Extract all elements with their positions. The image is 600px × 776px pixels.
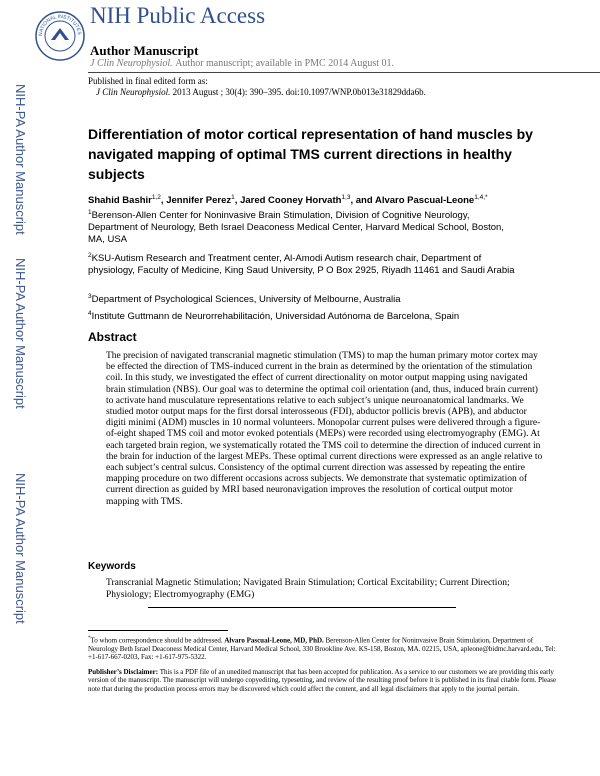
citation [96, 87, 426, 97]
affiliation-text: Institute Guttmann de Neurorrehabilitación, Universidad Autónoma de Barcelona, Spain [91, 311, 460, 323]
disclaimer-text: This is a PDF file of an unedited manuscript that has been accepted for publication. As a service to our customers we are providing this early version of the manuscript. The manuscript will undergo copyediting, typesetting, and review of the resulting proof before it is published in its final citable form. Please note that during the production process errors may be discovered which could affect the content, and all legal disclaimers that apply to the journal pertain. [88, 668, 557, 693]
section-divider [148, 607, 456, 608]
keywords-heading: Keywords [88, 561, 136, 572]
abstract-body: The precision of navigated transcranial magnetic stimulation (TMS) to map the human primary motor cortex may be effected the direction of TMS-induced current in the brain as determined by the orientation of the stimulation coil. In this study, we investigated the effect of current directionality on motor output mapping using navigated brain stimulation (NBS). Our goal was to determine the optimal coil orientation (and, thus, induced brain current) to activate hand musculature representations relative to each subject’s unique neuroanatomical landmarks. We studied motor output maps for the first dorsal interosseous (FDI), abductor pollicis brevis (APB), and abductor digiti minimi (ADM) muscles in 10 normal volunteers. Monopolar current pulses were delivered through a figure-of-eight shaped TMS coil and motor evoked potentials (MEPs) were recorded using electromyography (EMG). At each targeted brain region, we systematically rotated the TMS coil to determine the direction of induced current in the brain for induction of the largest MEPs. These optimal current directions were expressed as an angle relative to each subject’s central sulcus. Consistency of the optimal current direction was assessed by repeating the entire mapping procedure on two different occasions across subjects. We demonstrate that systematic optimization of current direction as guided by MRI based neuronavigation improves the resolution of cortical output motor mapping with TMS. [106, 351, 543, 507]
correspondence-name: Alvaro Pascual-Leone, MD, PhD. [224, 636, 324, 645]
publisher-disclaimer [88, 668, 558, 693]
affiliation [88, 308, 518, 323]
header-subtitle: Author Manuscript [90, 43, 199, 58]
disclaimer-label: Publisher’s Disclaimer: [88, 668, 159, 676]
affiliation [88, 291, 518, 306]
affiliation [88, 207, 518, 246]
affiliation-text: Department of Psychological Sciences, University of Melbourne, Australia [91, 294, 401, 306]
citation-journal: J Clin Neurophysiol. [96, 87, 171, 97]
author-name: Jennifer Perez [166, 195, 232, 207]
affiliation-number: 4 [88, 310, 92, 317]
keywords-list: Transcranial Magnetic Stimulation; Navigated Brain Stimulation; Cortical Excitability; Current Direction; Physiology; Electromyography (EMG) [106, 578, 510, 600]
header-journal-abbrev: J Clin Neurophysiol. [90, 58, 173, 69]
sidebar-label: NIH-PA Author Manuscript [13, 258, 28, 409]
logo-text: NATIONAL INSTITUTES [37, 13, 83, 37]
author-name: Jared Cooney Horvath [240, 195, 342, 207]
correspondence-prefix: To whom correspondence should be addressed. [90, 636, 223, 645]
affiliation-text: KSU-Autism Research and Treatment center, Al-Amodi Autism research chair, Department of physiology, Faculty of Medicine, King Saud University, P O Box 2925, Riyadh 11461 and Saudi Arabia [88, 253, 515, 277]
sidebar-label: NIH-PA Author Manuscript [13, 84, 28, 235]
citation-details: 2013 August ; 30(4): 390–395. doi:10.1097/WNP.0b013e31829dda6b. [172, 87, 426, 97]
affiliation [88, 250, 518, 277]
author-affiliation-ref: 1,4,* [474, 194, 488, 201]
correspondence-footnote [88, 635, 558, 662]
sidebar-label: NIH-PA Author Manuscript [13, 473, 28, 624]
published-note: Published in final edited form as: [88, 76, 208, 86]
header-availability: Author manuscript; available in PMC 2014 August 01. [175, 58, 395, 69]
author-affiliation-ref: 1,3 [341, 194, 351, 201]
header-divider [88, 72, 600, 73]
correspondence-details: Berenson-Allen Center for Noninvasive Brain Stimulation, Department of Neurology Beth Israel Deaconess Medical Center, Harvard Medical School, 330 Brookline Ave. KS-158, Boston, MA. 02215, USA, apleone@bidmc.harvard.edu, Tel: +1-617-667-0203, Fax: +1-617-975-5322. [88, 636, 556, 662]
article-title: Differentiation of motor cortical representation of hand muscles by navigated mapping of optimal TMS current directions in healthy subjects [88, 126, 533, 182]
affiliation-number: 2 [88, 252, 92, 259]
abstract-heading: Abstract [88, 330, 137, 344]
affiliation-number: 3 [88, 293, 92, 300]
footnote-mark: * [88, 636, 91, 641]
affiliation-text: Berenson-Allen Center for Noninvasive Brain Stimulation, Division of Cognitive Neurology, Department of Neurology, Beth Israel Deaconess Medical Center, Harvard Medical School, Boston, MA, USA [88, 210, 504, 246]
footnote-divider [88, 630, 228, 631]
author-name: Shahid Bashir [88, 195, 152, 207]
author-separator: , and [350, 195, 375, 207]
author-separator: , [160, 195, 167, 207]
nih-logo [35, 4, 85, 68]
author-affiliation-ref: 1 [231, 194, 235, 201]
header-title: NIH Public Access [90, 3, 266, 28]
header-journal-note [90, 58, 394, 69]
author-list [88, 194, 488, 206]
affiliation-number: 1 [88, 209, 92, 216]
author-separator: , [234, 195, 241, 207]
author-affiliation-ref: 1,2 [151, 194, 161, 201]
author-name: Alvaro Pascual-Leone [374, 195, 475, 207]
